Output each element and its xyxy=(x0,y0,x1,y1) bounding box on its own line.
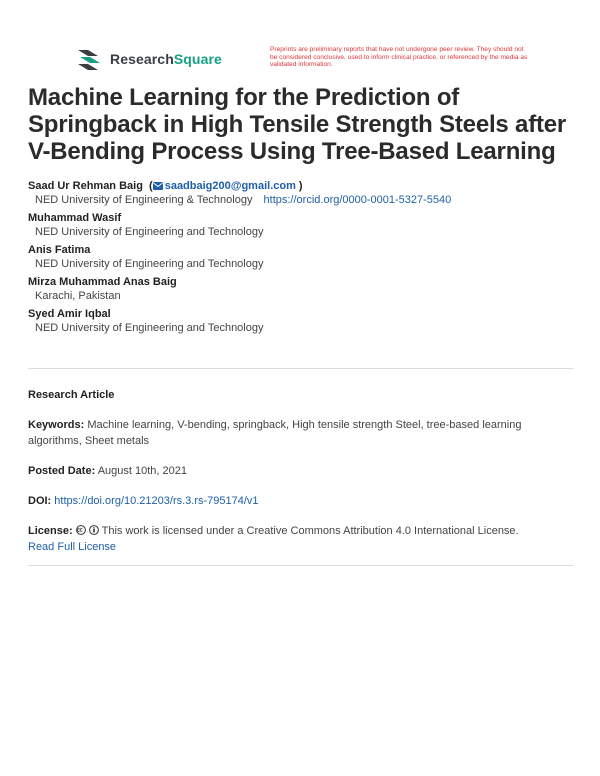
read-full-license-link[interactable]: Read Full License xyxy=(28,541,117,553)
author-name: Saad Ur Rehman Baig xyxy=(28,180,143,192)
author-email-link[interactable]: saadbaig200@gmail.com xyxy=(164,180,296,192)
author-entry xyxy=(28,243,588,272)
divider xyxy=(28,565,573,566)
doi-label: DOI: xyxy=(28,495,52,507)
research-square-logo[interactable] xyxy=(76,47,222,71)
article-type-label: Research Article xyxy=(28,389,115,401)
license-text: This work is licensed under a Creative Commons Attribution 4.0 International License. xyxy=(101,525,519,537)
author-name: Muhammad Wasif xyxy=(28,212,122,224)
author-name: Mirza Muhammad Anas Baig xyxy=(28,276,177,288)
divider xyxy=(28,368,573,369)
keywords-text: Machine learning, V-bending, springback, High tensile strength Steel, tree-based learning algorithms, Sheet metals xyxy=(28,419,522,447)
doi-link[interactable]: https://doi.org/10.21203/rs.3.rs-795174/v1 xyxy=(54,495,259,507)
author-entry xyxy=(28,307,588,336)
research-square-logo-icon xyxy=(76,47,102,71)
author-affiliation: NED University of Engineering and Technology xyxy=(35,226,264,238)
author-name: Anis Fatima xyxy=(28,244,91,256)
author-affiliation: NED University of Engineering and Technology xyxy=(35,322,264,334)
brand-word-research: Research xyxy=(110,51,174,67)
posted-date-value: August 10th, 2021 xyxy=(97,465,187,477)
license-section xyxy=(28,523,573,555)
author-entry: Saad Ur Rehman Baig ( saadbaig200@gmail.com ) NED University of Engineering & Technology https://orcid.org/0000-0001-5327-5540 xyxy=(28,180,452,206)
creative-commons-icon xyxy=(76,525,86,535)
envelope-icon xyxy=(153,182,163,190)
brand-name xyxy=(110,51,222,67)
preprint-disclaimer: Preprints are preliminary reports that have not undergone peer review. They should not be considered conclusive, used to inform clinical practice, or referenced by the media as validated information. xyxy=(270,46,528,69)
author-affiliation: NED University of Engineering and Technology xyxy=(35,258,264,270)
keywords-section xyxy=(28,417,573,449)
attribution-icon xyxy=(89,525,99,535)
doi-section xyxy=(28,493,573,509)
author-affiliation: Karachi, Pakistan xyxy=(35,290,121,302)
keywords-label: Keywords: xyxy=(28,419,85,431)
author-list xyxy=(28,179,588,339)
posted-date-section xyxy=(28,463,573,479)
brand-word-square: Square xyxy=(173,51,222,67)
author-name: Syed Amir Iqbal xyxy=(28,308,111,320)
author-entry xyxy=(28,275,588,304)
paper-title: Machine Learning for the Prediction of Springback in High Tensile Strength Steels after V-Bending Process Using Tree-Based Learning xyxy=(28,84,567,165)
orcid-link[interactable]: https://orcid.org/0000-0001-5327-5540 xyxy=(263,194,452,206)
article-type xyxy=(28,387,573,403)
posted-date-label: Posted Date: xyxy=(28,465,96,477)
license-label: License: xyxy=(28,525,73,537)
author-entry xyxy=(28,211,588,240)
author-affiliation: NED University of Engineering & Technology xyxy=(35,194,253,206)
